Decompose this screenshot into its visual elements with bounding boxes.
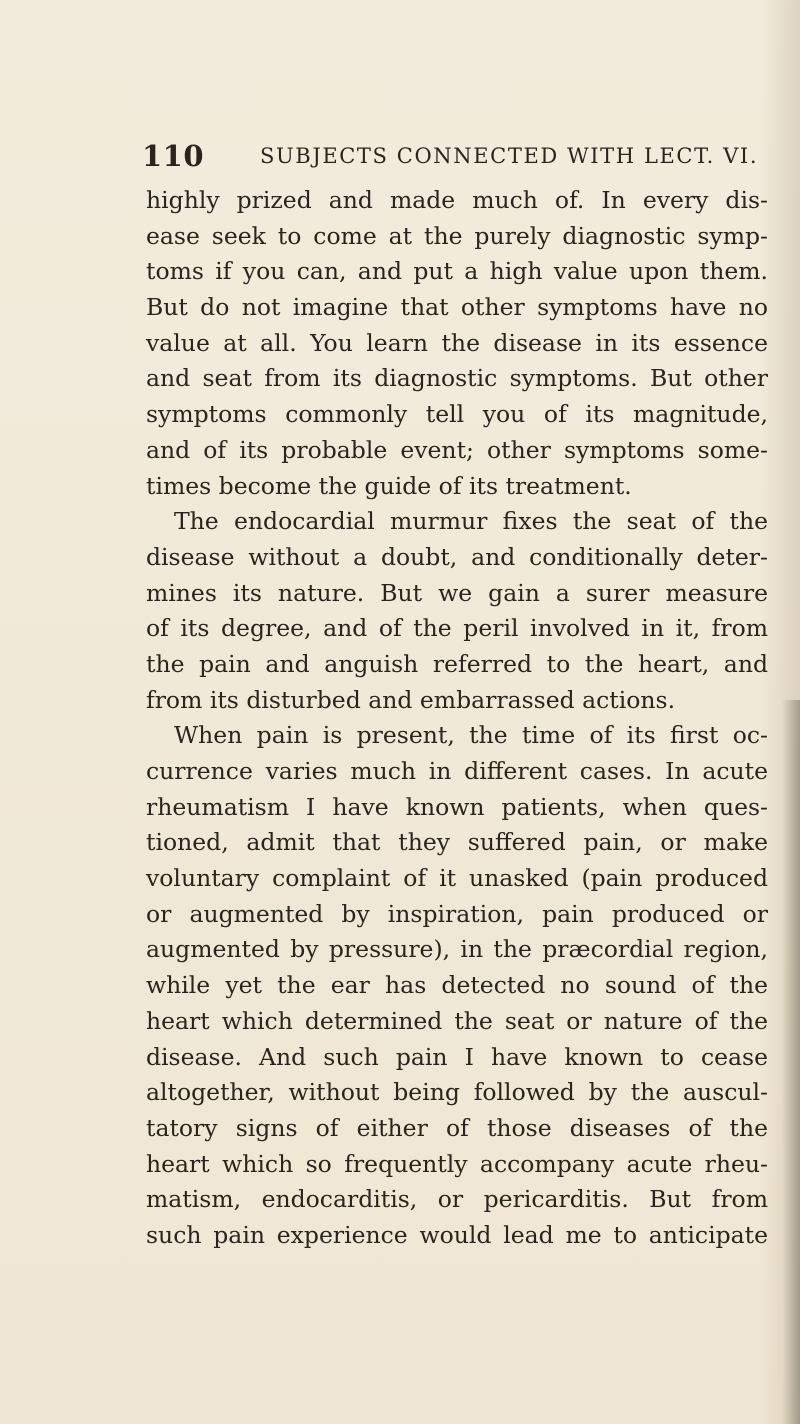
- text-line: heart which so frequently accompany acute rheu-: [146, 1149, 768, 1178]
- text-line: disease. And such pain I have known to cease: [146, 1042, 768, 1071]
- running-head: SUBJECTS CONNECTED WITH LECT. VI.: [260, 144, 759, 168]
- text-line: altogether, without being followed by the auscul-: [146, 1078, 768, 1107]
- text-line: highly prized and made much of. In every dis-: [146, 186, 768, 214]
- body-text: [146, 183, 768, 1254]
- text-line: ease seek to come at the purely diagnostic symp-: [146, 221, 768, 250]
- text-line: The endocardial murmur fixes the seat of the: [174, 507, 768, 536]
- text-line: and seat from its diagnostic symptoms. But other: [146, 364, 768, 393]
- page-number: 110: [142, 139, 205, 173]
- text-line: When pain is present, the time of its first oc-: [174, 721, 768, 750]
- text-line: But do not imagine that other symptoms have no: [146, 293, 768, 322]
- text-line: tatory signs of either of those diseases of the: [146, 1113, 768, 1142]
- text-line: toms if you can, and put a high value upon them.: [146, 257, 768, 286]
- text-line: tioned, admit that they suffered pain, or make: [146, 828, 768, 857]
- text-line: disease without a doubt, and conditionally deter-: [146, 542, 768, 571]
- text-line: matism, endocarditis, or pericarditis. But from: [146, 1185, 768, 1214]
- text-line: heart which determined the seat or nature of the: [146, 1006, 768, 1035]
- text-line: augmented by pressure), in the præcordial region,: [146, 935, 768, 964]
- text-line: or augmented by inspiration, pain produced or: [146, 899, 768, 928]
- text-line: value at all. You learn the disease in its essence: [146, 328, 768, 357]
- text-line: such pain experience would lead me to anticipate: [146, 1220, 768, 1249]
- text-line: from its disturbed and embarrassed actions.: [146, 685, 676, 714]
- text-line: mines its nature. But we gain a surer measure: [146, 578, 768, 607]
- text-line: symptoms commonly tell you of its magnitude,: [146, 400, 768, 429]
- text-line: the pain and anguish referred to the heart, and: [146, 649, 768, 678]
- text-line: and of its probable event; other symptoms some-: [146, 435, 768, 464]
- page-header: [142, 139, 762, 175]
- text-line: while yet the ear has detected no sound of the: [146, 971, 768, 1000]
- text-line: times become the guide of its treatment.: [146, 471, 632, 500]
- text-line: currence varies much in different cases. In acute: [146, 757, 768, 785]
- page-edge-shadow: [782, 700, 800, 1424]
- text-line: of its degree, and of the peril involved in it, from: [146, 614, 768, 643]
- text-line: rheumatism I have known patients, when ques-: [146, 792, 768, 821]
- text-line: voluntary complaint of it unasked (pain produced: [146, 864, 768, 893]
